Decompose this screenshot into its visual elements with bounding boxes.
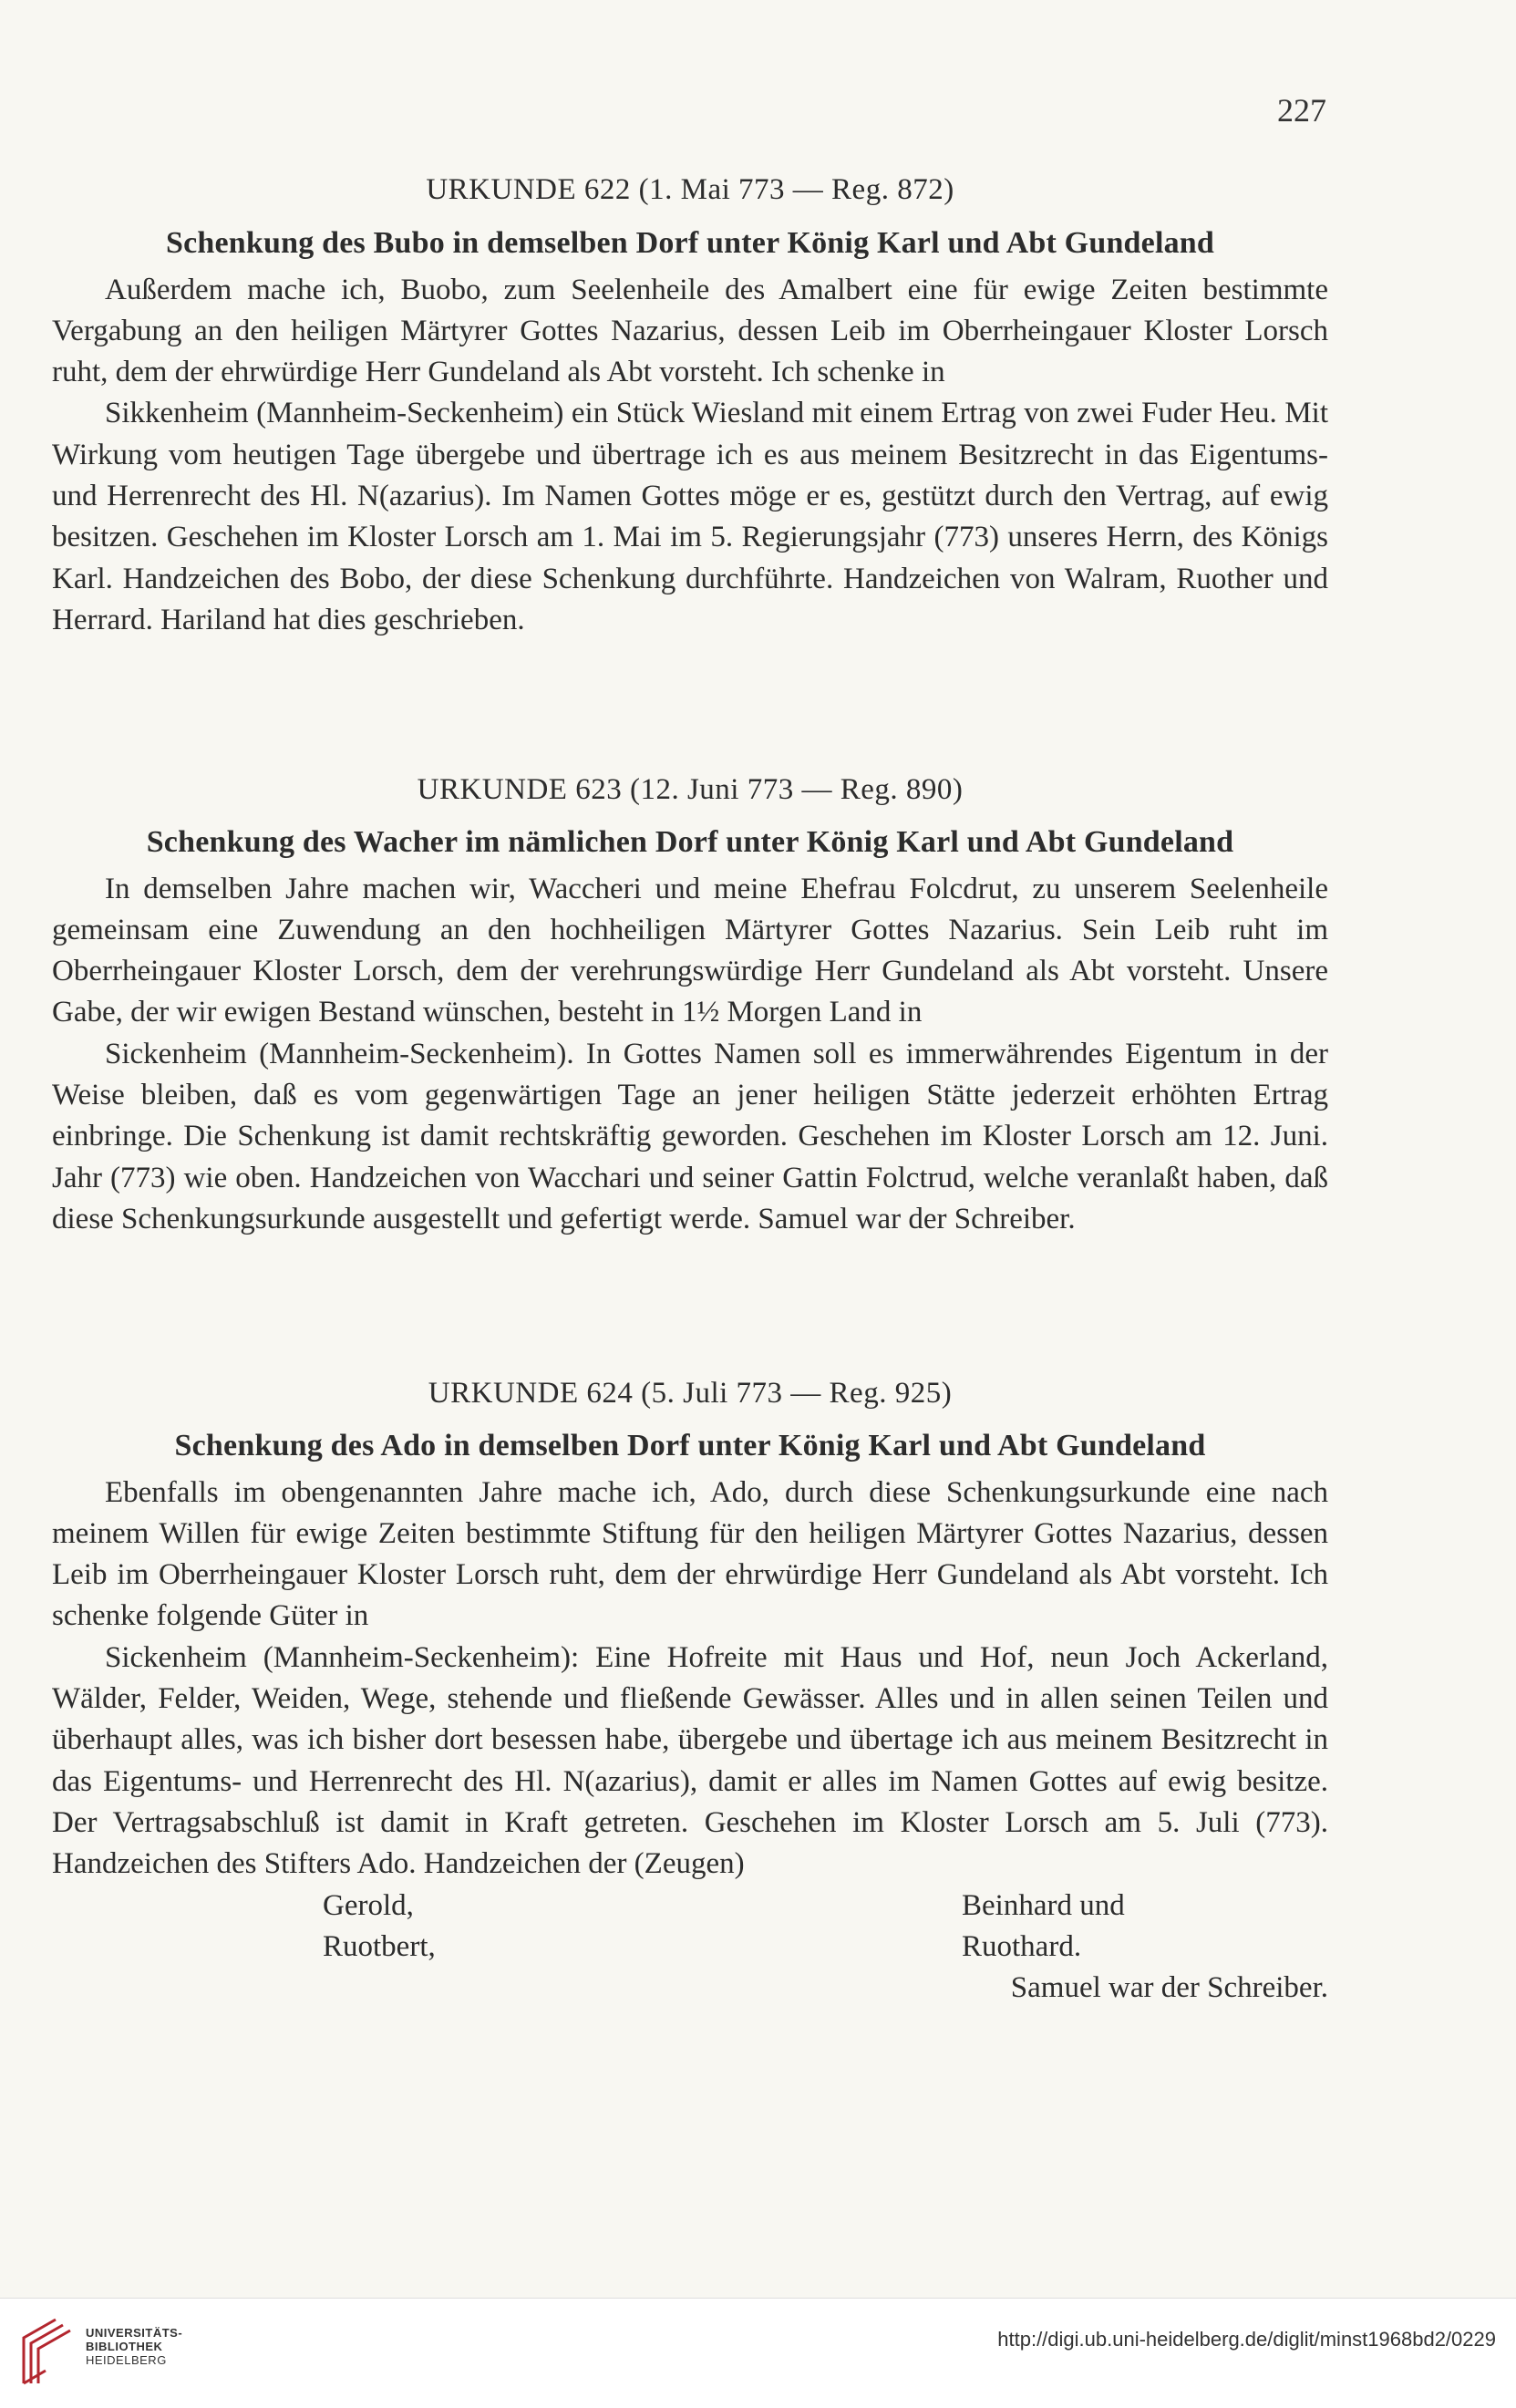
urkunde-623 [52,770,1328,1240]
library-name-line: BIBLIOTHEK [86,2340,163,2353]
viewer-footer [0,2298,1516,2408]
library-name-line: UNIVERSITÄTS- [86,2326,183,2340]
library-name-line: HEIDELBERG [86,2353,167,2367]
library-name [86,2326,182,2367]
paragraph: Außerdem mache ich, Buobo, zum Seelenheile des Amalbert eine für ewige Zeiten bestimmte Vergabung an den heiligen Märtyrer Gottes Nazarius, dessen Leib im Oberrheingauer Kloster Lorsch ruht, dem der ehrwürdige Herr Gundeland als Abt vorsteht. Ich schenke in [52,273,1328,389]
closing-row [52,1968,1328,2009]
section-heading: URKUNDE 622 (1. Mai 773 — Reg. 872) [426,173,954,206]
witness-name: Ruotbert, [323,1929,436,1963]
urkunde-624 [52,1373,1328,2009]
witness-list [52,1886,1328,2009]
paragraph: Sickenheim (Mannheim-Seckenheim). In Gottes Namen soll es immerwährendes Eigentum in der Weise bleiben, daß es vom gegenwärtigen Tage an jener heiligen Stätte jederzeit erhöhten Ertrag einbringe. Die Schenkung ist damit rechtskräftig geworden. Geschehen im Kloster Lorsch am 12. Juni. Jahr (773) wie oben. Handzeichen von Wacchari und seiner Gattin Folctrud, welche veranlaßt haben, daß diese Schenkungsurkunde ausgestellt und gefertigt werde. Samuel war der Schreiber. [52,1037,1328,1235]
paragraph: Sikkenheim (Mannheim-Seckenheim) ein Stück Wiesland mit einem Ertrag von zwei Fuder Heu. Mit Wirkung vom heutigen Tage übergebe und übertrage ich es aus meinem Besitzrecht in das Eigentums- und Herrenrecht des Hl. N(azarius). Im Namen Gottes möge er es, gestützt durch den Vertrag, auf ewig besitzen. Geschehen im Kloster Lorsch am 1. Mai im 5. Regierungsjahr (773) unseres Herrn, des Königs Karl. Handzeichen des Bobo, der diese Schenkung durchführte. Handzeichen von Walram, Ruother und Herrard. Hariland hat dies geschrieben. [52,397,1328,636]
paragraph: Ebenfalls im obengenannten Jahre mache ich, Ado, durch diese Schenkungsurkunde eine nach meinem Willen für ewige Zeiten bestimmte Stiftung für den heiligen Märtyrer Gottes Nazarius, dessen Leib im Oberrheingauer Kloster Lorsch ruht, dem der ehrwürdige Herr Gundeland als Abt vorsteht. Ich schenke folgende Güter in [52,1475,1328,1633]
section-subheading: Schenkung des Ado in demselben Dorf unter König Karl und Abt Gundeland [174,1429,1206,1463]
witness-row [52,1886,1328,1927]
section-subheading: Schenkung des Bubo in demselben Dorf unter König Karl und Abt Gundeland [165,226,1215,261]
paragraph: Sickenheim (Mannheim-Seckenheim): Eine Hofreite mit Haus und Hof, neun Joch Ackerland, Wälder, Felder, Weiden, Wege, stehende und fließende Gewässer. Alles und in allen seinen Teilen und überhaupt alles, was ich bisher dort besessen habe, übergebe und übertage ich aus meinem Besitzrecht in das Eigentums- und Herrenrecht des Hl. N(azarius), damit er alles im Namen Gottes auf ewig besitze. Der Vertragsabschluß ist damit in Kraft getreten. Geschehen im Kloster Lorsch am 5. Juli (773). Handzeichen des Stifters Ado. Handzeichen der (Zeugen) [52,1640,1328,1881]
section-heading: URKUNDE 624 (5. Juli 773 — Reg. 925) [428,1377,953,1410]
witness-name: Beinhard und [962,1888,1125,1922]
section-subheading: Schenkung des Wacher im nämlichen Dorf unter König Karl und Abt Gundeland [146,825,1234,860]
library-logo-icon [15,2310,77,2392]
urkunde-622 [52,170,1328,641]
closing-line: Samuel war der Schreiber. [1010,1970,1328,2004]
permalink-url[interactable]: http://digi.ub.uni-heidelberg.de/diglit/minst1968bd2/0229 [997,2328,1496,2351]
page-number: 227 [1277,92,1326,129]
witness-name: Ruothard. [962,1929,1082,1963]
paragraph: In demselben Jahre machen wir, Waccheri und meine Ehefrau Folcdrut, zu unserem Seelenheile gemeinsam eine Zuwendung an den hochheiligen Märtyrer Gottes Nazarius. Sein Leib ruht im Oberrheingauer Kloster Lorsch, dem der verehrungswürdige Herr Gundeland als Abt vorsteht. Unsere Gabe, der wir ewigen Bestand wünschen, besteht in 1½ Morgen Land in [52,872,1328,1029]
witness-name: Gerold, [323,1888,414,1922]
witness-row [52,1927,1328,1968]
section-heading: URKUNDE 623 (12. Juni 773 — Reg. 890) [417,773,964,806]
